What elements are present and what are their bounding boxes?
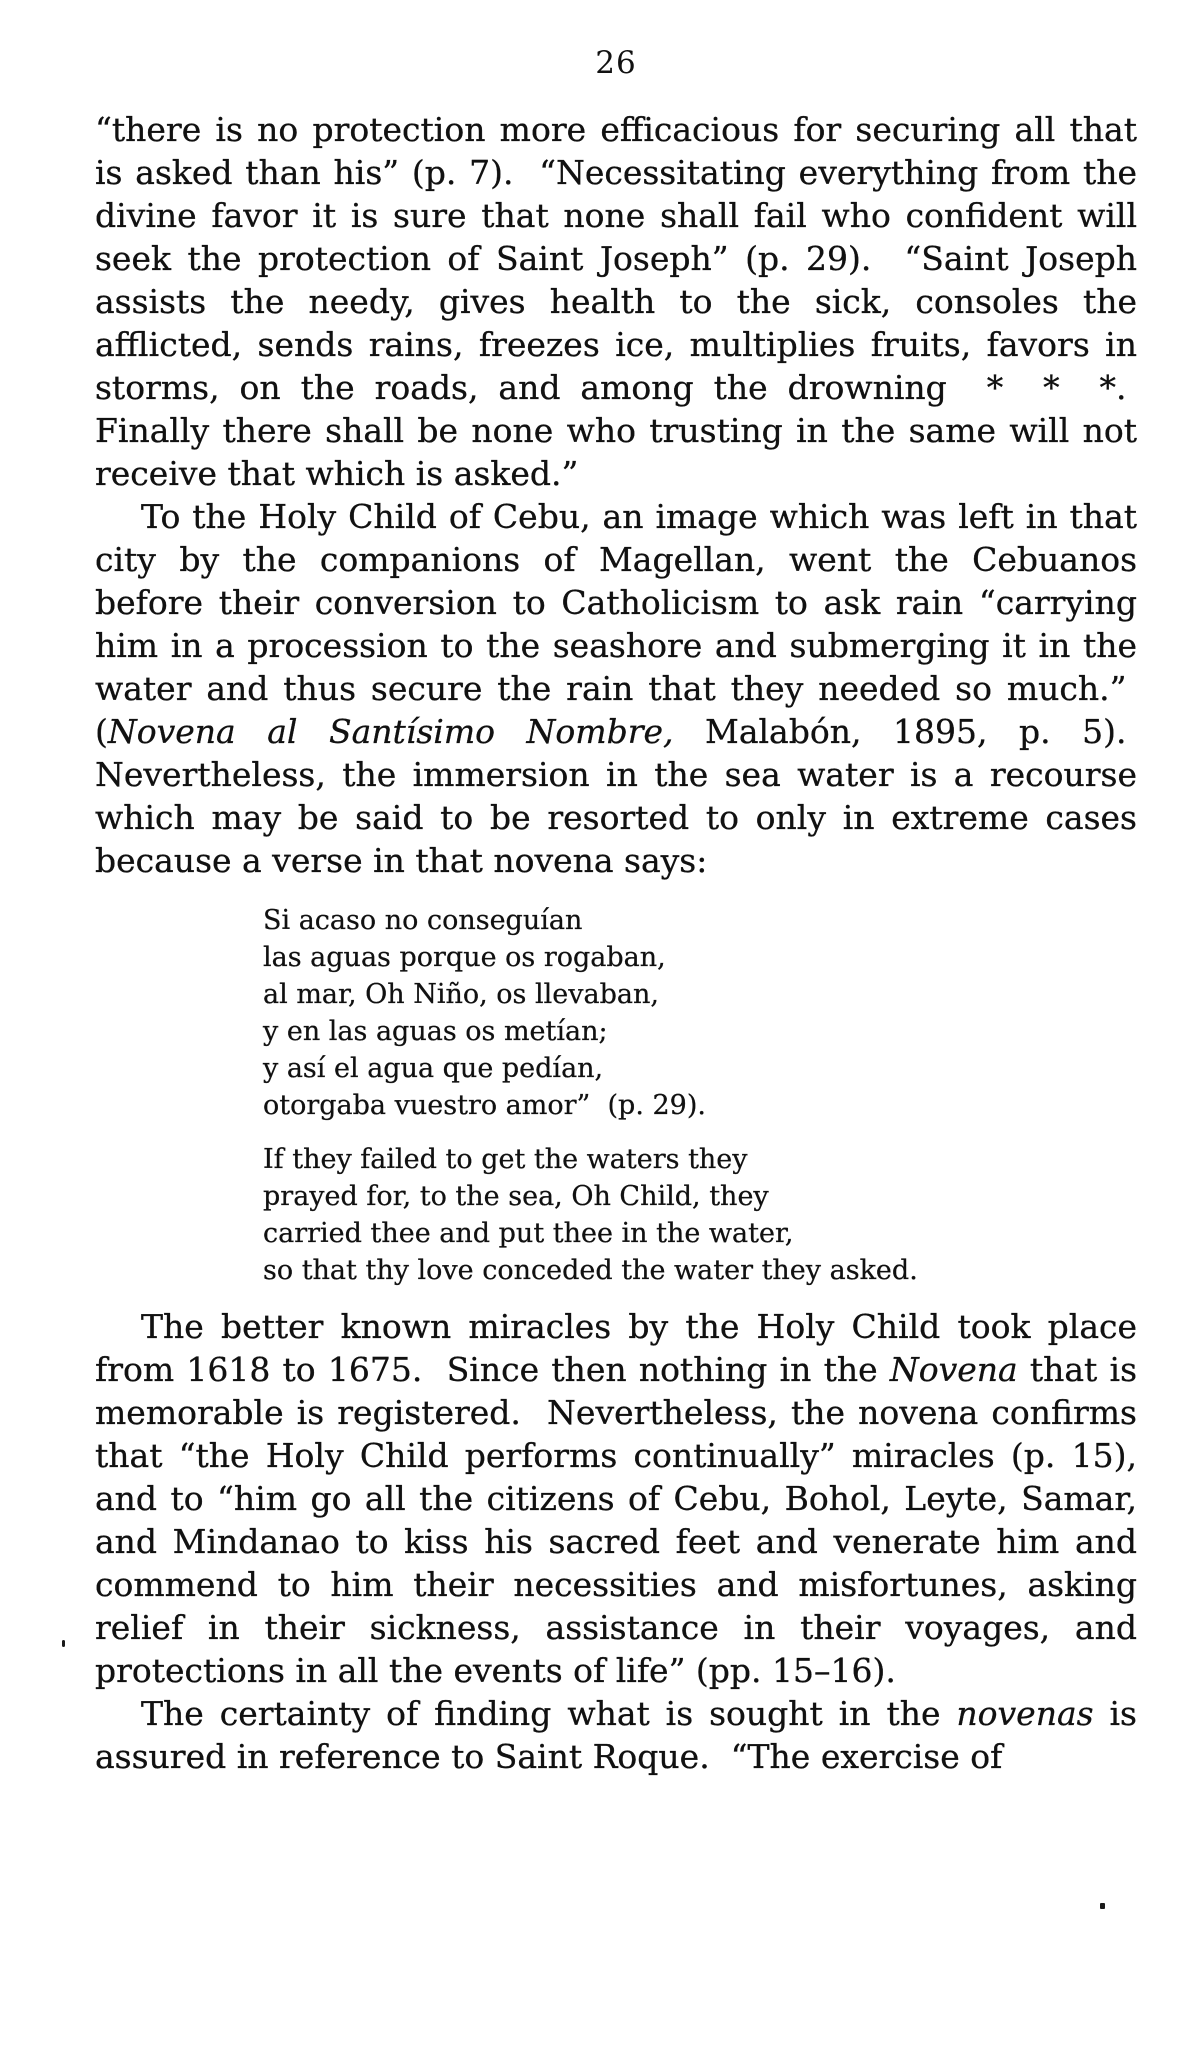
text-segment: that is memorable is registered. Nevertheless, the novena confirms that “the Holy Child performs continually” miracles (p. 15), and to “him go all the citizens of Cebu, Bohol, Leyte, Samar, and Mindanao to kiss his sacred feet and venerate him and commend to him their necessities and misfortunes, asking relief in their sickness, assistance in their voyages, and protections in all the events of life” (pp. 15–16). (95, 1350, 1137, 1690)
verse-line: las aguas porque os rogaban, (263, 942, 666, 973)
text-segment: Malabón, 1895, p. 5). Nevertheless, the immersion in the sea water is a recourse which may be said to be resorted to only in extreme cases because a verse in that novena says: (95, 712, 1137, 880)
text-segment: is assured in reference to Saint Roque. “The exercise of (95, 1694, 1137, 1776)
scan-artifact-speck (1100, 1903, 1105, 1909)
verse-line: otorgaba vuestro amor” (p. 29). (263, 1090, 706, 1121)
text-segment: “there is no protection more efficacious for securing all that is asked than his” (p. 7). “Necessitating everything from the divine favor it is sure that none shall fail who confident will seek the protection of Saint Joseph” (p. 29). “Saint Joseph assists the needy, gives health to the sick, consoles the afflicted, sends rains, freezes ice, multiplies fruits, favors in storms, on the roads, and among the drowning * * *. Finally there shall be none who trusting in the same will not receive that which is asked.” (95, 110, 1137, 493)
english-translation-verse (263, 1141, 1137, 1289)
spanish-verse (263, 902, 1137, 1124)
scan-artifact-mark (62, 1640, 65, 1647)
verse-line: y así el agua que pedían, (263, 1053, 604, 1084)
paragraph-certainty (95, 1692, 1137, 1778)
paragraph-holy-child (95, 495, 1137, 882)
page-number: 26 (595, 45, 637, 81)
verse-line: carried thee and put thee in the water, (263, 1218, 794, 1249)
verse-line: al mar, Oh Niño, os llevaban, (263, 979, 659, 1010)
italic-text-segment: Novena (889, 1350, 1018, 1389)
verse-line: y en las aguas os metían; (263, 1016, 608, 1047)
text-segment: To the Holy Child of Cebu, an image which was left in that city by the companions of Magellan, went the Cebuanos before their conversion to Catholicism to ask rain “carrying him in a procession to the seashore and submerging it in the water and thus secure the rain that they needed so much.” ( (95, 497, 1137, 751)
text-segment: The better known miracles by the Holy Child took place from 1618 to 1675. Since then nothing in the (95, 1307, 1137, 1389)
italic-text-segment: Novena al Santísimo Nombre, (107, 712, 674, 751)
verse-line: prayed for, to the sea, Oh Child, they (263, 1181, 769, 1212)
verse-line: Si acaso no conseguían (263, 905, 583, 936)
text-block (95, 46, 1137, 1778)
verse-line: If they failed to get the waters they (263, 1144, 748, 1175)
verse-line: so that thy love conceded the water they asked. (263, 1255, 918, 1286)
italic-text-segment: novenas (956, 1694, 1094, 1733)
paragraph-miracles (95, 1305, 1137, 1692)
paragraph-continuation (95, 108, 1137, 495)
text-segment: The certainty of finding what is sought in the (141, 1694, 957, 1733)
